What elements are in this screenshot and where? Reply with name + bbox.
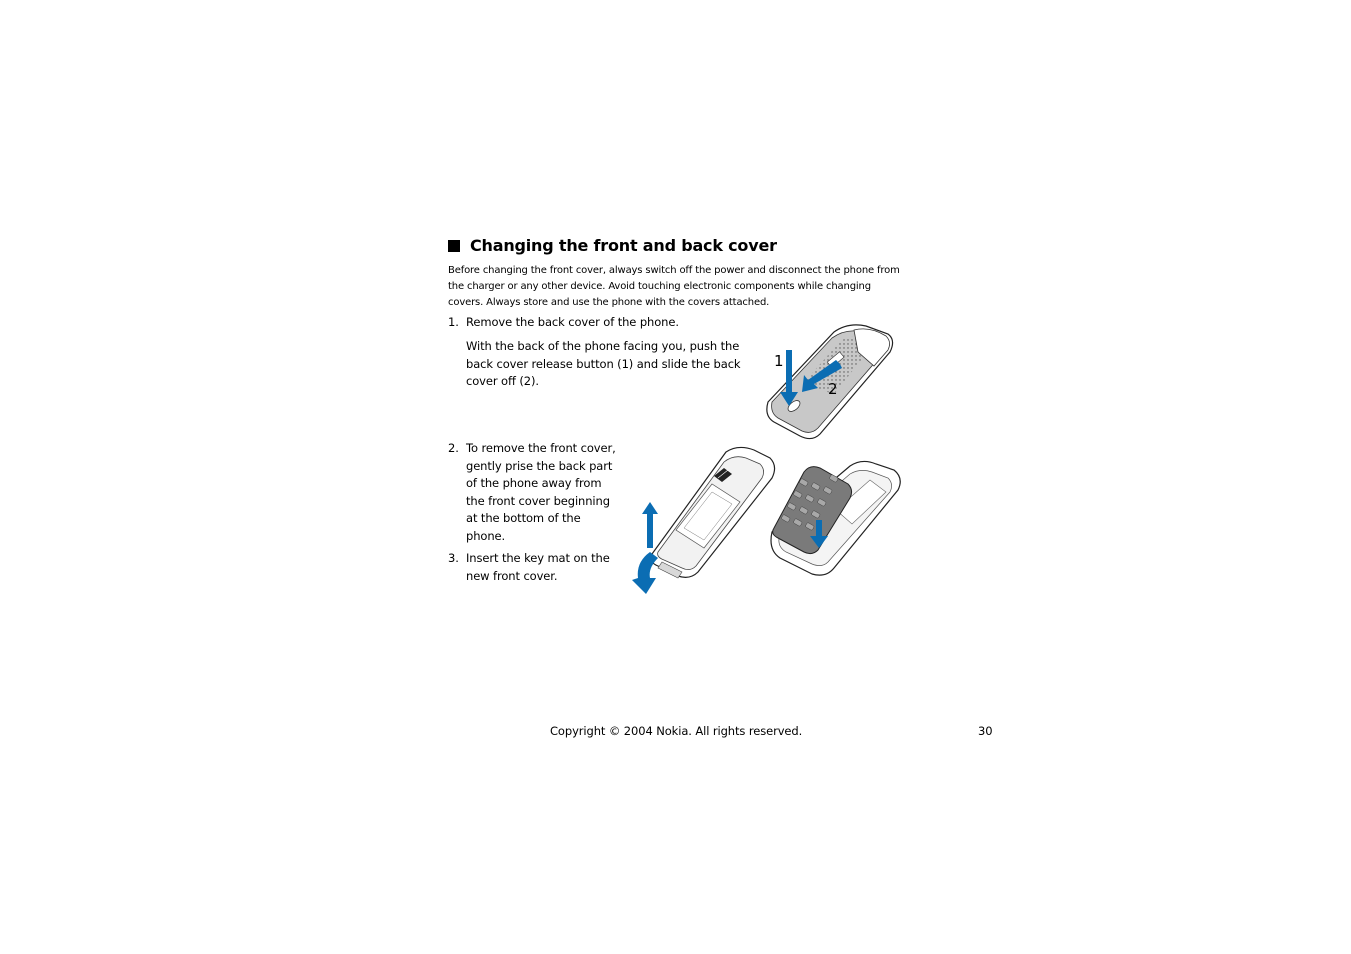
page-number: 30 — [978, 724, 993, 738]
section-title: Changing the front and back cover — [470, 236, 777, 255]
step-number: 1. — [448, 315, 459, 329]
label-slide-off: 2 — [828, 380, 838, 398]
step-1-detail: With the back of the phone facing you, push the back cover release button (1) and slide the back cover off (2). — [466, 339, 741, 389]
section-heading — [448, 236, 777, 255]
step-number: 2. — [448, 441, 459, 455]
step-1 — [448, 314, 748, 334]
key-mat-insertion-illustration — [764, 458, 906, 580]
intro-paragraph: Before changing the front cover, always switch off the power and disconnect the phone from the charger or any other device. Avoid touching electronic components while changing covers. Always store and use the phone with the covers attached. — [448, 265, 900, 308]
label-release-button: 1 — [774, 352, 784, 370]
step-text: Insert the key mat on the new front cover. — [466, 551, 610, 583]
step-text: Remove the back cover of the phone. — [466, 315, 679, 329]
copyright-notice: Copyright © 2004 Nokia. All rights reserved. — [550, 724, 803, 738]
step-text: To remove the front cover, gently prise the back part of the phone away from the front cover beginning at the bottom of the phone. — [466, 441, 616, 543]
square-bullet-icon — [448, 240, 460, 252]
step-3 — [448, 550, 618, 590]
step-number: 3. — [448, 551, 459, 565]
back-cover-removal-illustration — [762, 322, 898, 442]
step-2 — [448, 440, 618, 550]
front-cover-removal-illustration — [628, 444, 780, 594]
